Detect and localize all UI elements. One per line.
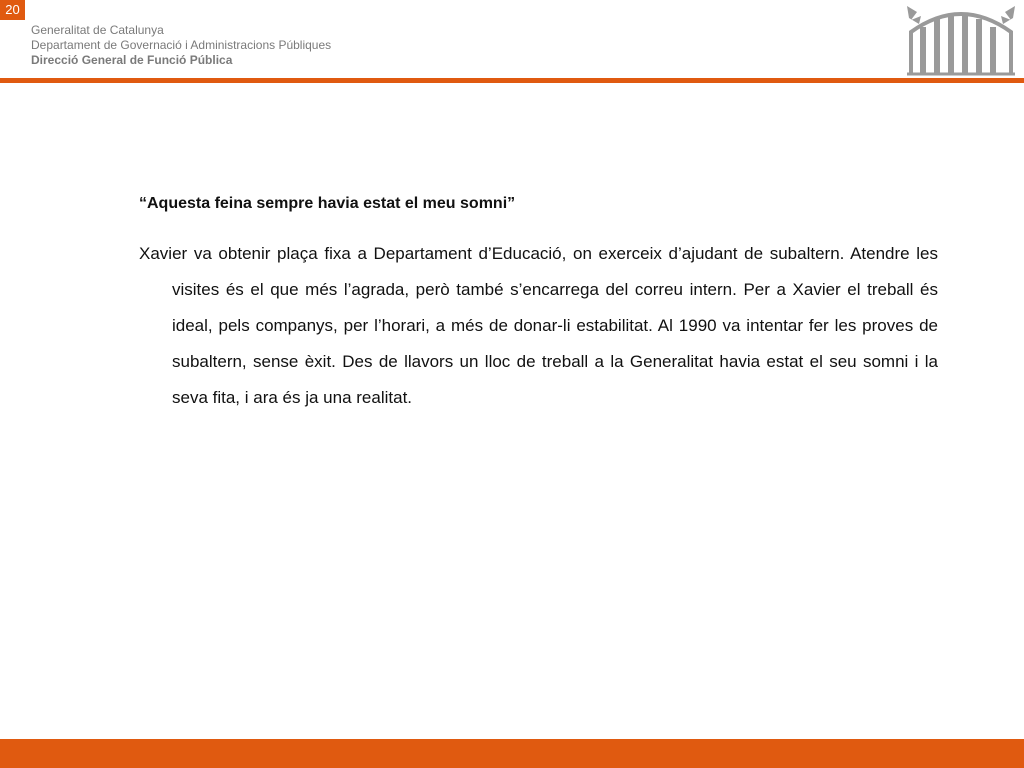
org-name: Generalitat de Catalunya [31, 23, 164, 37]
body-paragraph: Xavier va obtenir plaça fixa a Departament d’Educació, on exerceix d’ajudant de subaltern. Atendre les visites és el que més l’agrada, però també s’encarrega del correu intern. Per a Xavier el treball és ideal, pels companys, per l’horari, a més de donar-li estabilitat. Al 1990 va intentar fer les proves de subaltern, sense èxit. Des de llavors un lloc de treball a la Generalitat havia estat el seu somni i la seva fita, i ara és ja una realitat. [139, 244, 938, 407]
quote-title: “Aquesta feina sempre havia estat el meu somni” [139, 195, 516, 212]
header-divider [0, 78, 1024, 83]
generalitat-emblem-icon [905, 2, 1017, 76]
department-name: Departament de Governació i Administracions Públiques [31, 38, 332, 52]
directorate-name: Direcció General de Funció Pública [31, 53, 233, 67]
organization-header [31, 23, 331, 68]
footer-bar [0, 739, 1024, 768]
slide-number: 20 [0, 0, 25, 20]
slide-content [139, 192, 938, 416]
